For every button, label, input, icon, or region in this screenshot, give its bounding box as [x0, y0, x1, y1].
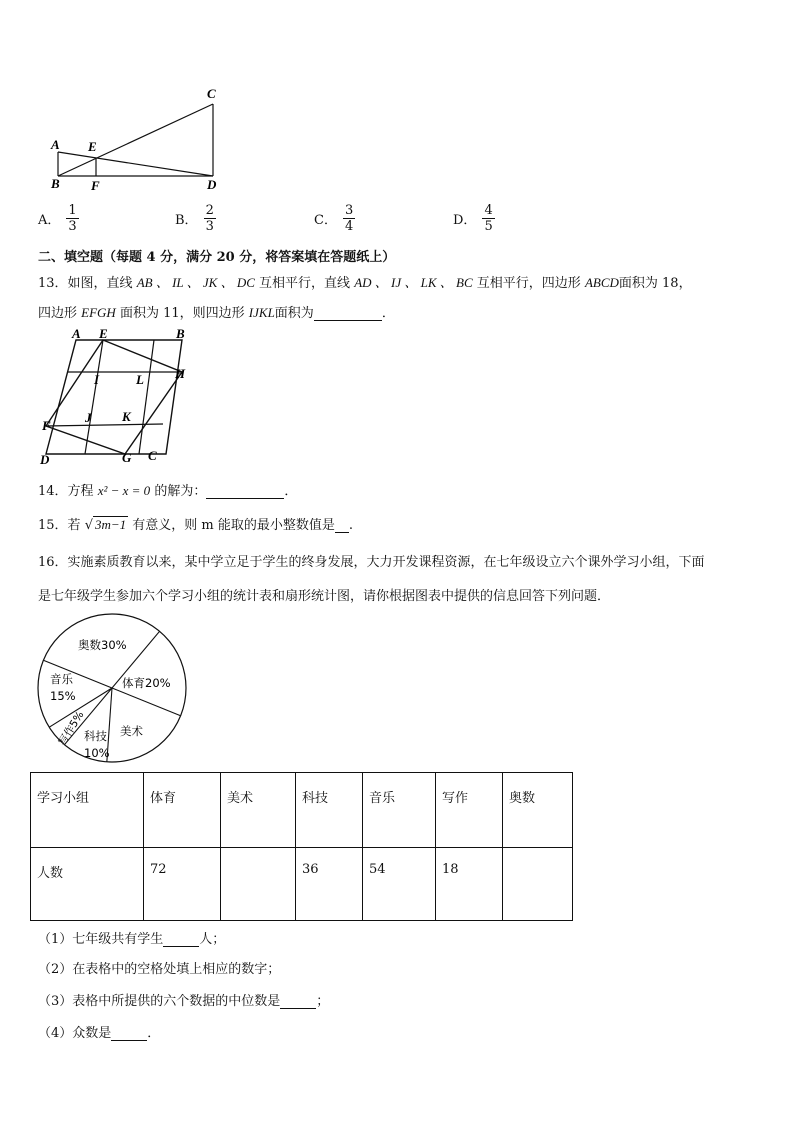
subq-3-suffix: ；: [316, 994, 330, 1009]
q15-period: .: [348, 518, 354, 533]
subq-3-blank[interactable]: [280, 994, 316, 1009]
q13-efgh: EFGH: [81, 305, 116, 320]
q13-lines-1: AB 、 IL 、 JK 、 DC: [136, 275, 255, 290]
label-D: D: [207, 177, 217, 192]
label-F: F: [91, 178, 100, 193]
table-cell: 72: [144, 848, 221, 921]
q14-period: ．: [284, 484, 298, 499]
seg-AD: [58, 152, 213, 176]
pie-label-meishu: 美术: [120, 724, 143, 738]
label-B: B: [51, 176, 60, 191]
q15-prefix: 15．若: [38, 518, 81, 533]
sqrt-sign: √: [84, 518, 93, 533]
subq-4-suffix: ．: [147, 1026, 161, 1041]
q13-text: 面积为: [274, 306, 314, 321]
q16-line2: 是七年级学生参加六个学习小组的统计表和扇形统计图，请你根据图表中提供的信息回答下列问题．: [38, 589, 611, 604]
pie-chart: [36, 612, 192, 768]
label-B: B: [176, 328, 185, 341]
q13-text: 13．如图，直线: [38, 276, 133, 291]
subq-2: （2）在表格中的空格处填上相应的数字；: [38, 962, 281, 977]
choice-b-fraction: [204, 203, 216, 234]
q15: [38, 514, 353, 533]
choice-d[interactable]: [453, 203, 495, 234]
table-cell-blank[interactable]: [503, 848, 573, 921]
table-cell: 奥数: [503, 773, 573, 848]
table-cell: 写作: [436, 773, 503, 848]
label-A: A: [51, 137, 60, 152]
choice-c-fraction: [343, 203, 355, 234]
pie-label-keji: 科技: [84, 729, 107, 743]
table-cell: 54: [363, 848, 436, 921]
q14-equation: x² − x = 0: [97, 483, 151, 498]
subq-4-blank[interactable]: [111, 1026, 147, 1041]
choice-d-den: 5: [484, 219, 493, 234]
subq-1-blank[interactable]: [163, 932, 199, 947]
choice-c-num: 3: [344, 203, 354, 218]
table-cell: 音乐: [363, 773, 436, 848]
q13-ijkl: IJKL: [248, 305, 275, 320]
parallelogram-ABCD: [46, 340, 182, 454]
pie-label-tiyu: 体育20%: [122, 676, 171, 690]
pie-label-keji-pct: 10%: [84, 746, 110, 760]
label-I: I: [94, 372, 100, 387]
label-E: E: [88, 139, 97, 154]
choice-a-den: 3: [68, 219, 77, 234]
q13-text: 四边形: [38, 306, 78, 321]
q13-figure: [36, 328, 206, 470]
label-D: D: [40, 452, 50, 467]
quad-EFGH: [46, 340, 182, 454]
table-header-row: [31, 773, 573, 848]
q14-prefix: 14．方程: [38, 484, 94, 499]
q14-answer-blank[interactable]: [206, 484, 284, 499]
pie-slice-boundary-美术: [112, 688, 181, 716]
q13-text: 互相平行，直线: [259, 276, 351, 291]
pie-label-xiezuo: 写作5%: [56, 709, 87, 748]
section-heading: 二、填空题（每题 4 分，满分 20 分，将答案填在答题纸上）: [38, 250, 396, 265]
choice-a-letter: A．: [38, 213, 61, 228]
table-cell-blank[interactable]: [221, 848, 296, 921]
subq-3-text: （3）表格中所提供的六个数据的中位数是: [38, 994, 281, 1009]
choice-d-letter: D．: [453, 213, 477, 228]
q13-period: ．: [381, 306, 395, 321]
table-cell: 人数: [31, 848, 144, 921]
subq-1-text: （1）七年级共有学生: [38, 932, 164, 947]
q15-suffix: 有意义，则 m 能取的最小整数值是: [132, 518, 335, 533]
choice-a-num: 1: [68, 203, 77, 218]
q13-line2: [38, 302, 395, 321]
table-cell: 18: [436, 848, 503, 921]
label-A: A: [72, 328, 81, 341]
q12-figure: [40, 80, 240, 195]
subq-4-text: （4）众数是: [38, 1026, 112, 1041]
q13-lines-2: AD 、 IJ 、 LK 、 BC: [354, 275, 473, 290]
choice-b-num: 2: [205, 203, 214, 218]
label-C: C: [207, 86, 216, 101]
choice-c-letter: C．: [314, 213, 337, 228]
label-H: H: [175, 366, 186, 381]
table-cell: 科技: [296, 773, 363, 848]
q13-text: 面积为 18，: [618, 276, 692, 291]
choice-d-fraction: [482, 203, 494, 234]
choice-a[interactable]: [38, 203, 79, 234]
table-row: [31, 848, 573, 921]
q13-line1: [38, 272, 692, 291]
q15-answer-blank[interactable]: [335, 518, 349, 533]
subq-4: [38, 1022, 160, 1041]
subq-3: [38, 990, 329, 1009]
q14-suffix: 的解为：: [154, 484, 207, 499]
subq-1: [38, 928, 225, 947]
label-J: J: [85, 410, 92, 425]
stats-table: [30, 772, 573, 921]
table-cell: 美术: [221, 773, 296, 848]
choice-b-den: 3: [205, 219, 214, 234]
choice-d-num: 4: [484, 203, 493, 218]
line-IJ-ext: [85, 340, 103, 454]
choice-c[interactable]: [314, 203, 355, 234]
pie-label-yinyue: 音乐: [50, 672, 73, 686]
label-G: G: [122, 450, 132, 465]
choice-b[interactable]: [175, 203, 216, 234]
choice-c-den: 4: [344, 219, 354, 234]
q13-abcd: ABCD: [584, 275, 619, 290]
label-L: L: [136, 372, 144, 387]
label-K: K: [122, 409, 131, 424]
q13-text: 互相平行，四边形: [476, 276, 581, 291]
seg-BC: [58, 104, 213, 176]
table-cell: 体育: [144, 773, 221, 848]
table-cell: 36: [296, 848, 363, 921]
pie-label-aoshu: 奥数30%: [78, 638, 127, 652]
q15-radicand: 3m−1: [94, 517, 127, 532]
label-F: F: [42, 418, 51, 433]
q13-answer-blank[interactable]: [314, 306, 382, 321]
subq-1-suffix: 人；: [199, 932, 226, 947]
label-C: C: [148, 448, 157, 463]
q16-line1: 16．实施素质教育以来，某中学立足于学生的终身发展，大力开发课程资源，在七年级设立六个课外学习小组，下面: [38, 555, 705, 570]
choice-b-letter: B．: [175, 213, 198, 228]
choice-a-fraction: [66, 203, 78, 234]
pie-label-yinyue-pct: 15%: [50, 689, 76, 703]
table-cell: 学习小组: [31, 773, 144, 848]
q13-text: 面积为 11，则四边形: [119, 306, 245, 321]
label-E: E: [99, 328, 108, 341]
q14: [38, 480, 297, 499]
